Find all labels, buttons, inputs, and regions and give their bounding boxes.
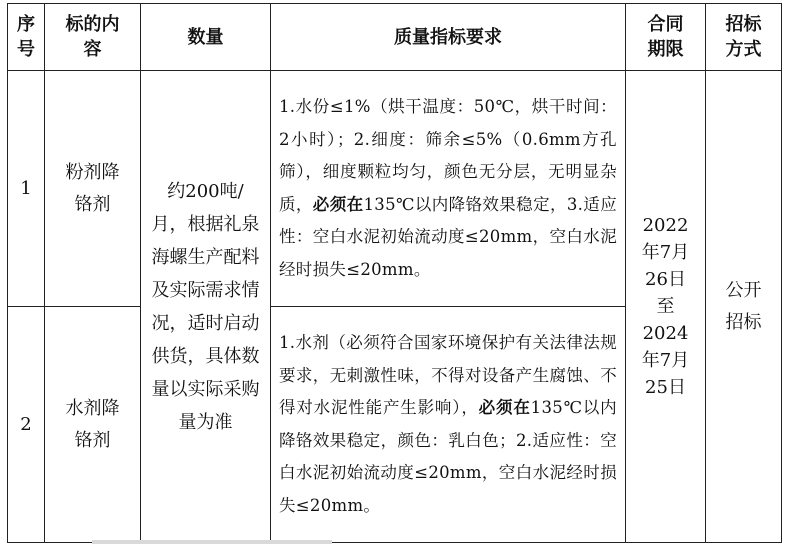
header-row: [8, 4, 782, 71]
header-requirements: 质量指标要求: [271, 4, 626, 71]
table-row: [8, 71, 782, 307]
row-name: 水剂降铬剂: [45, 307, 141, 543]
header-method: 招标方式: [706, 4, 782, 71]
requirements-cell: 1.水份≤1%（烘干温度：50℃，烘干时间：2小时）；2.细度：筛余≤5%（0.6mm方孔筛），细度颗粒均匀，颜色无分层，无明显杂质，必须在135℃以内降铬效果稳定，3.适应性：空白水泥初始流动度≤20mm，空白水泥经时损失≤20mm。: [271, 71, 626, 307]
header-qty: 数量: [141, 4, 271, 71]
header-period: 合同期限: [626, 4, 706, 71]
must-emphasis: 必须在: [312, 194, 364, 214]
header-name: 标的内容: [45, 4, 141, 71]
bid-method-cell: 公开招标: [706, 71, 782, 543]
row-name: 粉剂降铬剂: [45, 71, 141, 307]
row-seq: 2: [8, 307, 45, 543]
row-seq: 1: [8, 71, 45, 307]
requirements-cell: 1.水剂（必须符合国家环境保护有关法律法规要求，无刺激性味，不得对设备产生腐蚀、不得对水泥性能产生影响），必须在135℃以内降铬效果稳定，颜色：乳白色；2.适应性：空白水泥初始流动度≤20mm，空白水泥经时损失≤20mm。: [271, 307, 626, 543]
quantity-cell: 约200吨/月，根据礼泉海螺生产配料及实际需求情况，适时启动供货，具体数量以实际采购量为准: [141, 71, 271, 543]
header-seq: 序号: [8, 4, 45, 71]
contract-period-cell: 2022年7月26日至2024年7月25日: [626, 71, 706, 543]
bid-table: [7, 3, 782, 543]
must-emphasis: 必须在: [478, 398, 531, 417]
scroll-indicator: [92, 540, 332, 544]
